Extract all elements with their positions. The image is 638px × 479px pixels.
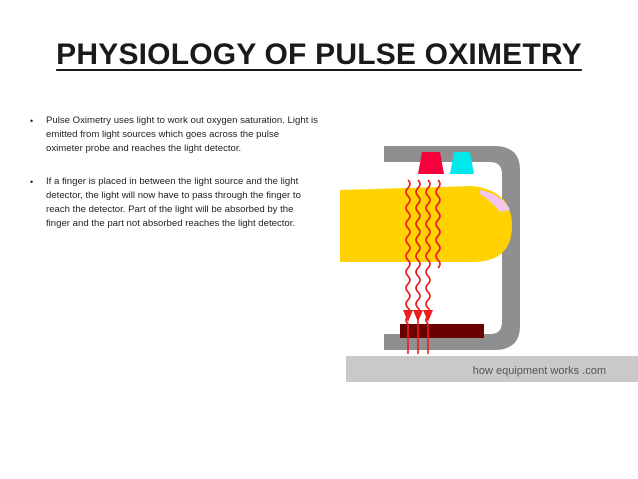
pulse-oximeter-diagram (340, 138, 638, 388)
bullet-dot-icon: • (30, 116, 34, 126)
arrow-heads (403, 310, 433, 322)
arrow-head-icon (403, 310, 413, 322)
slide-title: PHYSIOLOGY OF PULSE OXIMETRY (56, 38, 582, 71)
bullet-list (28, 114, 318, 231)
light-detector (400, 324, 484, 338)
bullet-dot-icon: • (30, 177, 34, 187)
bullet-item (28, 175, 318, 231)
arrow-head-icon (423, 310, 433, 322)
arrow-head-icon (413, 310, 423, 322)
infrared-led-icon (450, 152, 474, 174)
red-led-icon (418, 152, 444, 174)
bullet-item (28, 114, 318, 156)
bullet-text: Pulse Oximetry uses light to work out oxygen saturation. Light is emitted from light sources which goes across the pulse oximeter probe and reaches the light detector. (46, 115, 318, 154)
watermark-text: how equipment works .com (472, 365, 606, 377)
bullet-text: If a finger is placed in between the light source and the light detector, the light will now have to pass through the finger to reach the detector. Part of the light will be absorbed by the finger and the part not absorbed reaches the light detector. (46, 176, 301, 229)
